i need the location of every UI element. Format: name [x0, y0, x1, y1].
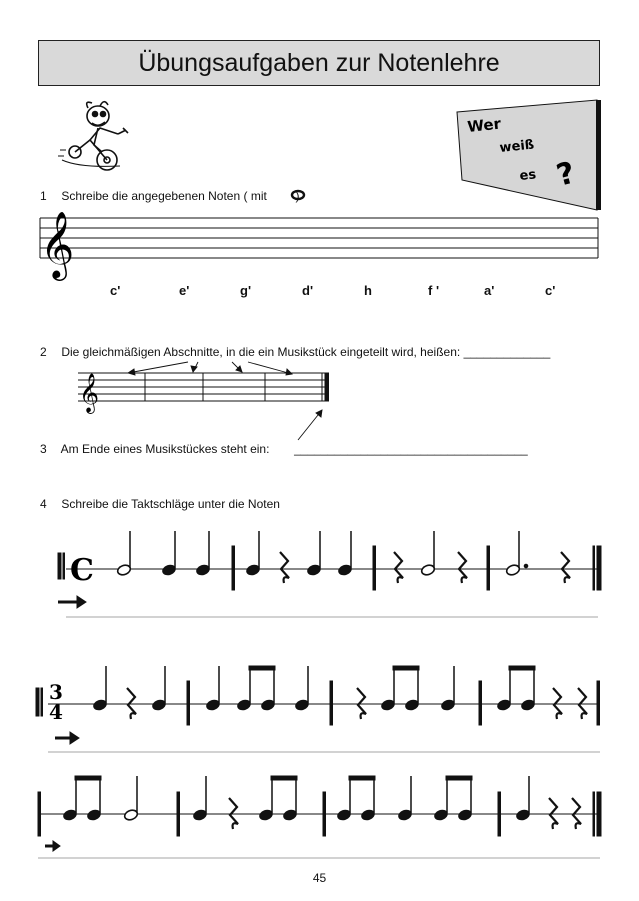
question-2-answer-blank[interactable]: _____________ — [463, 345, 551, 359]
rhythm-row-2 — [36, 666, 600, 752]
time-signature-top: 3 — [49, 680, 63, 704]
badge-question-mark: ? — [553, 155, 579, 194]
treble-clef-q1: 𝄞 — [40, 210, 75, 278]
question-4 — [40, 497, 280, 511]
question-2-number: 2 — [40, 345, 47, 359]
note-label: f ' — [428, 283, 440, 298]
note-label: h — [364, 283, 372, 298]
cyclist-illustration — [58, 102, 128, 170]
question-1 — [40, 189, 300, 203]
badge-line-1: Wer — [466, 114, 502, 136]
time-signature-c: C — [70, 553, 94, 588]
note-label: g' — [240, 283, 252, 298]
question-3-number: 3 — [40, 442, 47, 456]
treble-clef-q2: 𝄞 — [79, 373, 100, 413]
question-1-text: Schreibe die angegebenen Noten ( mit — [61, 189, 267, 203]
note-label: c' — [110, 283, 121, 298]
note-label: a' — [484, 283, 495, 298]
question-1-suffix: ) — [295, 189, 300, 203]
staff-q2 — [78, 373, 329, 401]
question-3-answer-blank[interactable]: ___________________________________ — [294, 442, 528, 456]
time-signature-bottom: 4 — [49, 700, 63, 724]
badge-line-3: es — [518, 167, 537, 184]
question-3-text: Am Ende eines Musikstückes steht ein: — [60, 442, 270, 456]
badge-line-2: weiß — [498, 137, 535, 156]
question-4-text: Schreibe die Taktschläge unter die Noten — [61, 497, 280, 511]
question-4-number: 4 — [40, 497, 47, 511]
rhythm-row-1 — [58, 531, 601, 617]
question-3 — [40, 442, 528, 456]
staff-q1 — [40, 218, 598, 258]
note-label: c' — [545, 283, 556, 298]
page-title: Übungsaufgaben zur Notenlehre — [38, 40, 600, 86]
question-2-text: Die gleichmäßigen Abschnitte, in die ein Musikstück eingeteilt wird, heißen: — [61, 345, 461, 359]
page-number: 45 — [312, 871, 327, 885]
note-label: d' — [302, 283, 314, 298]
rhythm-row-3 — [38, 776, 601, 858]
note-label: e' — [179, 283, 190, 298]
question-1-number: 1 — [40, 189, 47, 203]
question-2 — [40, 345, 550, 359]
